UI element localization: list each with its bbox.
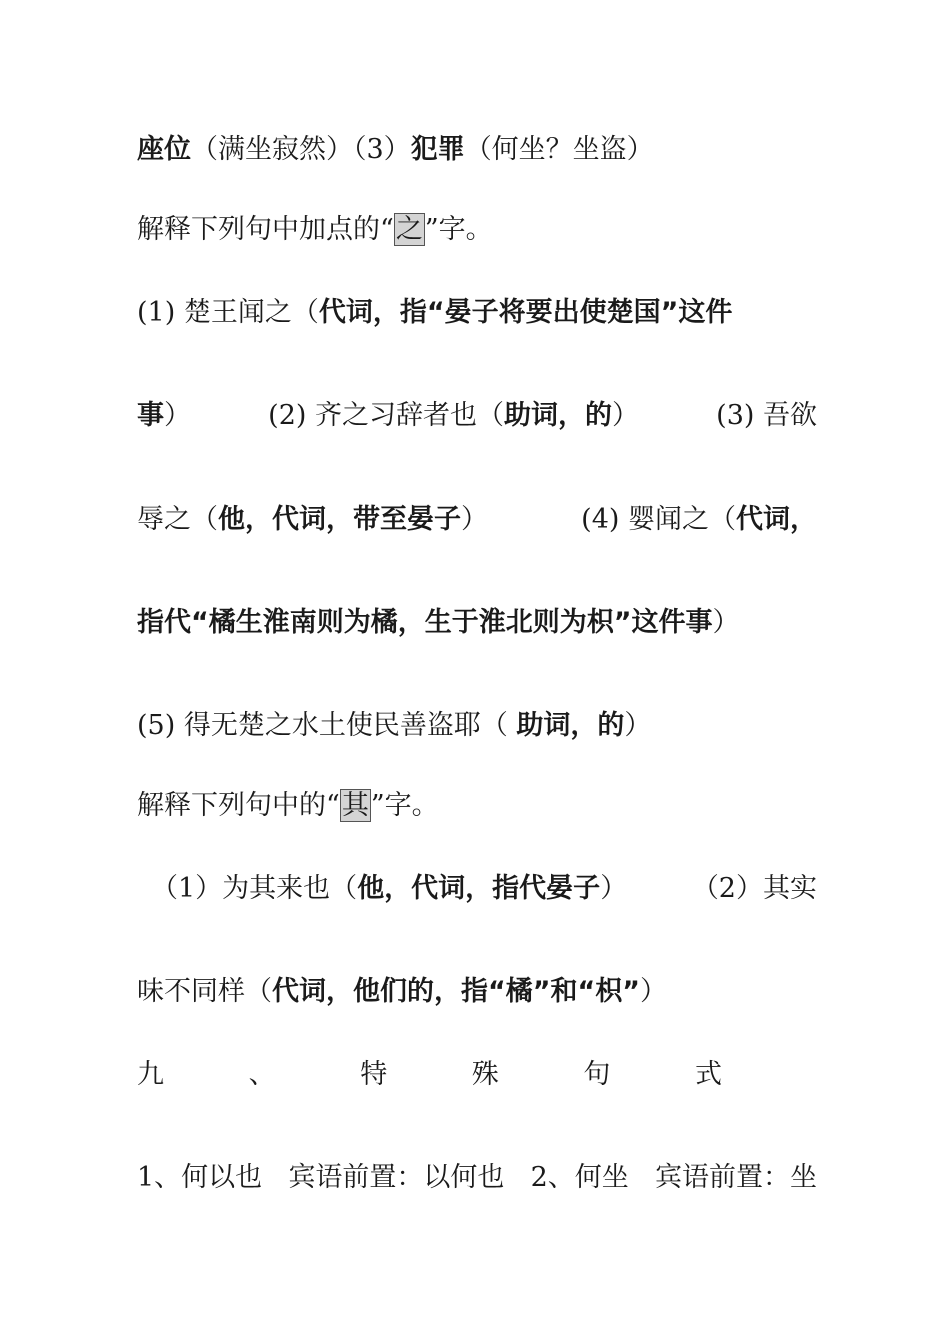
answer-line-3 xyxy=(137,500,817,540)
text: ） xyxy=(639,976,667,1007)
text: ） xyxy=(612,400,639,431)
bold-term-crime: 犯罪 xyxy=(410,134,465,165)
text: ） xyxy=(461,504,488,535)
text: (5) 得无楚之水土使民善盗耶（ xyxy=(137,710,517,741)
answer-bold: 指代“橘生淮南则为橘，生于淮北则为枳”这件事 xyxy=(137,607,713,638)
text: ”字。 xyxy=(370,790,439,821)
answer-bold: 他，代词，带至晏子 xyxy=(218,504,461,535)
bold-term-seat: 座位 xyxy=(137,134,191,165)
text: （满坐寂然）（3） xyxy=(191,134,411,165)
text: 解释下列句中加点的“ xyxy=(137,214,394,245)
answer-line-5 xyxy=(137,706,817,746)
heading-char: 句 xyxy=(583,1059,611,1090)
answer-bold: 助词，的 xyxy=(504,400,612,431)
text: ） xyxy=(624,710,652,741)
text: ） xyxy=(164,400,191,431)
question-zhi-heading xyxy=(137,210,817,250)
text: 宾语前置：以何也 xyxy=(288,1162,505,1193)
text: ”字。 xyxy=(424,214,493,245)
special-sentence-line-1 xyxy=(137,1158,817,1198)
text: 宾语前置：坐 xyxy=(654,1162,817,1193)
text: (2) 齐之习辞者也（ xyxy=(268,400,504,431)
heading-char: 、 xyxy=(248,1059,276,1090)
answer-bold: 代词，他们的，指“橘”和“枳” xyxy=(272,976,640,1007)
text: （2）其实 xyxy=(691,873,817,904)
line-1 xyxy=(137,130,817,170)
answer-line-7 xyxy=(137,972,817,1012)
heading-char: 特 xyxy=(360,1059,388,1090)
text: 1、何以也 xyxy=(137,1162,263,1193)
text: (3) 吾欲 xyxy=(716,400,817,431)
text: ） xyxy=(600,873,628,904)
answer-line-1 xyxy=(137,293,817,333)
answer-line-6 xyxy=(137,869,817,909)
section-heading-special-sentences xyxy=(137,1055,817,1095)
answer-bold: 事 xyxy=(137,400,164,431)
highlighted-char-qi: 其 xyxy=(341,790,369,821)
text: 味不同样（ xyxy=(137,976,272,1007)
answer-bold: 代词， xyxy=(736,504,817,535)
text: 解释下列句中的“ xyxy=(137,790,340,821)
highlighted-char-zhi: 之 xyxy=(395,214,423,245)
text: 2、何坐 xyxy=(530,1162,629,1193)
text: ） xyxy=(712,607,740,638)
text: （何坐？坐盗） xyxy=(464,134,654,165)
answer-line-4 xyxy=(137,603,817,643)
heading-char: 式 xyxy=(694,1059,722,1090)
answer-bold: 代词，指“晏子将要出使楚国”这件 xyxy=(318,297,733,328)
heading-char: 九 xyxy=(137,1059,164,1090)
text: （1）为其来也（ xyxy=(151,873,358,904)
answer-line-2 xyxy=(137,396,817,436)
answer-bold: 助词，的 xyxy=(516,710,625,741)
question-qi-heading xyxy=(137,786,817,826)
text: (4) 婴闻之（ xyxy=(581,504,736,535)
answer-bold: 他，代词，指代晏子 xyxy=(357,873,601,904)
text: 辱之（ xyxy=(137,504,218,535)
heading-char: 殊 xyxy=(471,1059,499,1090)
text: (1) 楚王闻之（ xyxy=(137,297,319,328)
